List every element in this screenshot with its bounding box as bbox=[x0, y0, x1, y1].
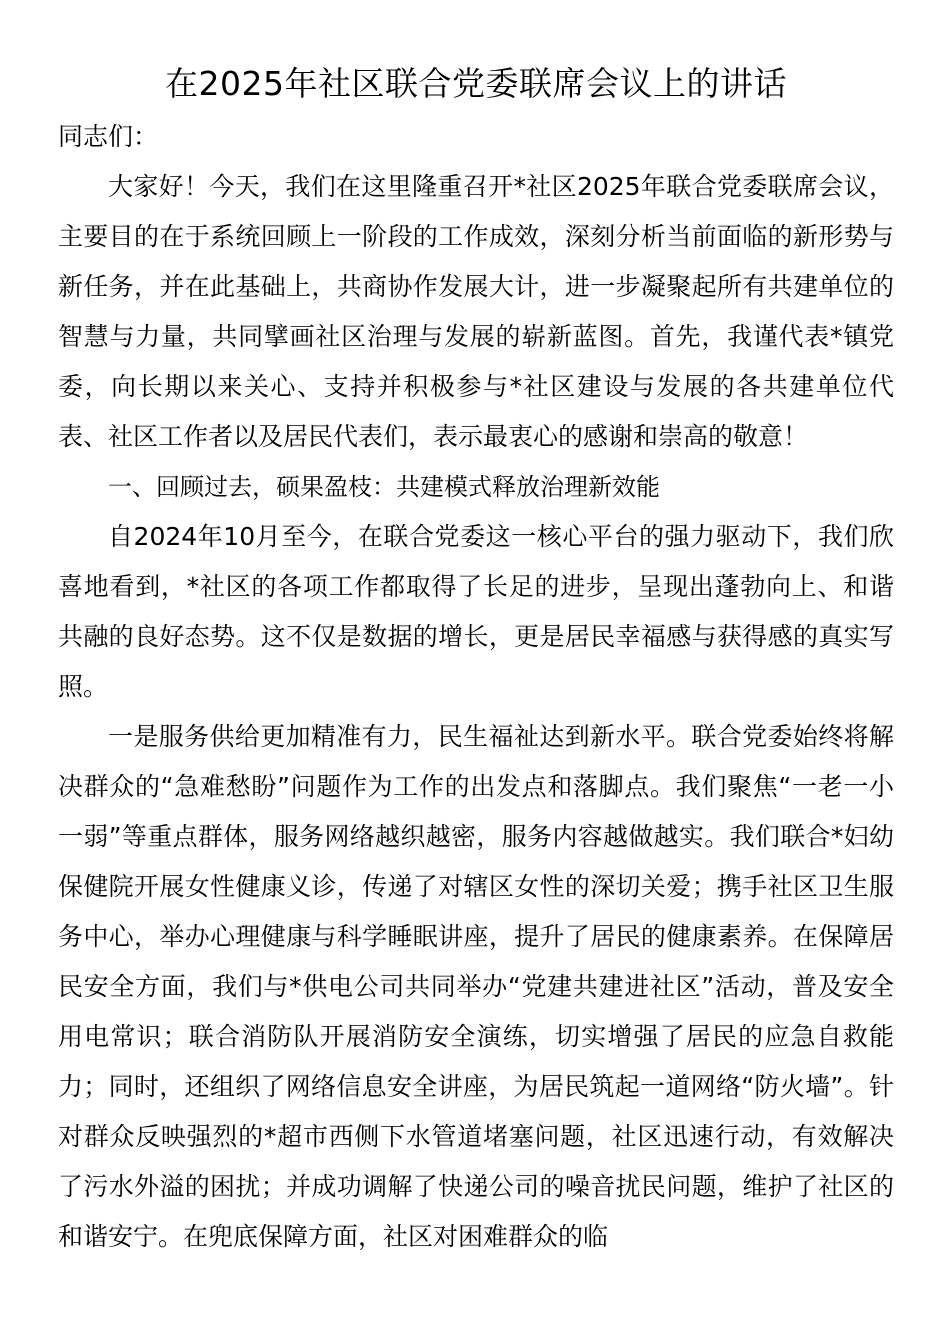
section-heading-1: 一、回顾过去，硕果盈枝：共建模式释放治理新效能 bbox=[108, 473, 660, 501]
paragraph-opening: 大家好！今天，我们在这里隆重召开*社区2025年联合党委联席会议，主要目的在于系统回顾上一阶段的工作成效，深刻分析当前面临的新形势与新任务，并在此基础上，共商协作发展大计，进一步凝聚起所有共建单位的智慧与力量，共同擘画社区治理与发展的崭新蓝图。首先，我谨代表*镇党委，向长期以来关心、支持并积极参与*社区建设与发展的各共建单位代表、社区工作者以及居民代表们，表示最衷心的感谢和崇高的敬意！ bbox=[58, 172, 894, 451]
paragraph-review: 自2024年10月至今，在联合党委这一核心平台的强力驱动下，我们欣喜地看到，*社区的各项工作都取得了长足的进步，呈现出蓬勃向上、和谐共融的良好态势。这不仅是数据的增长，更是居民幸福感与获得感的真实写照。 bbox=[58, 522, 894, 701]
document-page bbox=[58, 62, 894, 1262]
document-title: 在2025年社区联合党委联席会议上的讲话 bbox=[165, 64, 787, 103]
greeting: 同志们： bbox=[58, 122, 159, 151]
paragraph-service: 一是服务供给更加精准有力，民生福祉达到新水平。联合党委始终将解决群众的“急难愁盼”问题作为工作的出发点和落脚点。我们聚焦“一老一小一弱”等重点群体，服务网络越织越密，服务内容越做越实。我们联合*妇幼保健院开展女性健康义诊，传递了对辖区女性的深切关爱；携手社区卫生服务中心，举办心理健康与科学睡眠讲座，提升了居民的健康素养。在保障居民安全方面，我们与*供电公司共同举办“党建共建进社区”活动，普及安全用电常识；联合消防队开展消防安全演练，切实增强了居民的应急自救能力；同时，还组织了网络信息安全讲座，为居民筑起一道网络“防火墙”。针对群众反映强烈的*超市西侧下水管道堵塞问题，社区迅速行动，有效解决了污水外溢的困扰；并成功调解了快递公司的噪音扰民问题，维护了社区的和谐安宁。在兜底保障方面，社区对困难群众的临 bbox=[58, 722, 894, 1251]
